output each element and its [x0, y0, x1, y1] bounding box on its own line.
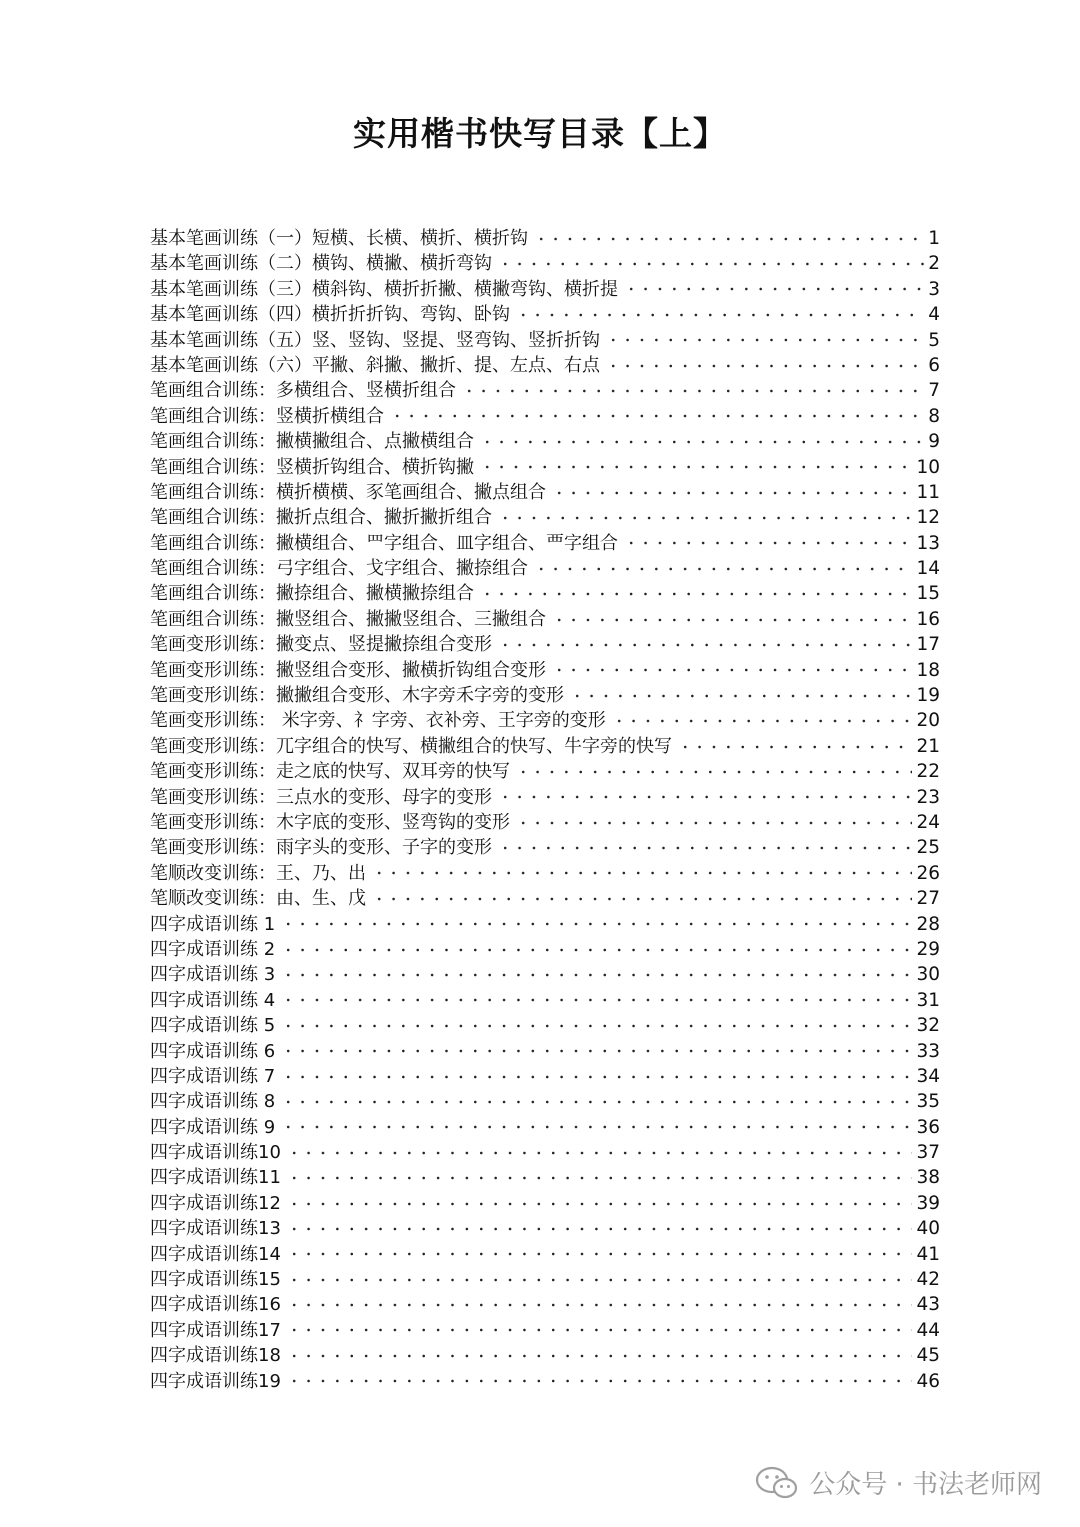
toc-dot-leader — [480, 462, 912, 472]
toc-entry-label: 笔画变形训练：走之底的快写、双耳旁的快写 — [150, 761, 510, 783]
toc-entry-page-number: 11 — [916, 481, 940, 503]
toc-entry-page-number: 21 — [916, 735, 940, 757]
toc-entry-label: 笔画组合训练：竖横折钩组合、横折钩撇 — [150, 456, 474, 478]
toc-entry-page-number: 34 — [916, 1065, 940, 1087]
toc-entry-label: 四字成语训练 3 — [150, 964, 276, 986]
toc-entry — [150, 937, 940, 962]
toc-entry-label: 四字成语训练16 — [150, 1294, 281, 1316]
toc-entry — [150, 683, 940, 708]
toc-entry — [150, 1292, 940, 1317]
toc-entry-page-number: 28 — [916, 913, 940, 935]
toc-dot-leader — [281, 919, 912, 929]
toc-dot-leader — [390, 411, 924, 421]
toc-entry — [150, 708, 940, 733]
toc-entry-page-number: 44 — [916, 1319, 940, 1341]
toc-entry-page-number: 31 — [916, 989, 940, 1011]
toc-dot-leader — [281, 1072, 912, 1082]
toc-entry-page-number: 33 — [916, 1040, 940, 1062]
toc-dot-leader — [498, 259, 924, 269]
toc-entry-label: 笔画变形训练：三点水的变形、母字的变形 — [150, 786, 492, 808]
toc-dot-leader — [287, 1199, 913, 1209]
watermark-text: 公众号 · 书法老师网 — [809, 1470, 1042, 1500]
toc-dot-leader — [287, 1275, 913, 1285]
toc-entry-label: 笔画组合训练：撇捺组合、撇横撇捺组合 — [150, 583, 474, 605]
toc-entry-label: 基本笔画训练（一）短横、长横、横折、横折钩 — [150, 228, 528, 249]
toc-entry — [150, 658, 940, 683]
toc-entry — [150, 1318, 940, 1343]
toc-entry-page-number: 45 — [916, 1345, 940, 1367]
toc-entry-label: 基本笔画训练（四）横折折折钩、弯钩、卧钩 — [150, 304, 510, 326]
toc-entry-page-number: 43 — [916, 1294, 940, 1316]
toc-entry-label: 笔画变形训练：撇变点、竖提撇捺组合变形 — [150, 634, 492, 656]
toc-dot-leader — [287, 1376, 913, 1386]
toc-entry-label: 四字成语训练17 — [150, 1319, 281, 1341]
toc-entry — [150, 1039, 940, 1064]
toc-entry-page-number: 37 — [916, 1142, 940, 1164]
toc-entry-page-number: 5 — [928, 329, 940, 351]
toc-dot-leader — [516, 310, 924, 320]
toc-dot-leader — [287, 1173, 913, 1183]
toc-entry-page-number: 19 — [916, 685, 940, 707]
toc-entry-page-number: 17 — [916, 634, 940, 656]
toc-dot-leader — [624, 284, 924, 294]
wechat-icon — [755, 1465, 799, 1501]
toc-dot-leader — [570, 691, 912, 701]
toc-entry-page-number: 27 — [916, 888, 940, 910]
toc-entry-label: 基本笔画训练（六）平撇、斜撇、撇折、提、左点、右点 — [150, 354, 600, 376]
watermark — [755, 1464, 1042, 1501]
toc-dot-leader — [606, 361, 924, 371]
toc-entry-page-number: 36 — [916, 1116, 940, 1138]
toc-entry — [150, 251, 940, 276]
toc-entry-page-number: 13 — [916, 532, 940, 554]
toc-entry-page-number: 8 — [928, 405, 940, 427]
toc-dot-leader — [372, 894, 912, 904]
toc-entry-label: 笔顺改变训练：王、乃、出 — [150, 862, 366, 884]
toc-dot-leader — [281, 945, 912, 955]
toc-entry-page-number: 25 — [916, 837, 940, 859]
toc-dot-leader — [462, 386, 924, 396]
toc-entry — [150, 1242, 940, 1267]
toc-entry-label: 笔画变形训练：撇撇组合变形、木字旁禾字旁的变形 — [150, 685, 564, 707]
toc-entry — [150, 1140, 940, 1165]
toc-entry-label: 四字成语训练18 — [150, 1345, 281, 1367]
toc-dot-leader — [516, 818, 912, 828]
toc-entry — [150, 1064, 940, 1089]
toc-entry — [150, 429, 940, 454]
toc-entry — [150, 1216, 940, 1241]
toc-entry — [150, 226, 940, 251]
toc-dot-leader — [498, 843, 912, 853]
toc-entry-label: 四字成语训练 6 — [150, 1040, 276, 1062]
toc-entry-label: 四字成语训练 9 — [150, 1116, 276, 1138]
toc-entry-page-number: 35 — [916, 1091, 940, 1113]
toc-dot-leader — [624, 538, 912, 548]
toc-entry-label: 四字成语训练 8 — [150, 1091, 276, 1113]
toc-entry-label: 笔画组合训练：横折横横、豕笔画组合、撇点组合 — [150, 481, 546, 503]
toc-dot-leader — [281, 995, 912, 1005]
toc-entry-label: 四字成语训练 7 — [150, 1065, 276, 1087]
toc-entry-page-number: 46 — [916, 1370, 940, 1392]
toc-dot-leader — [281, 1097, 912, 1107]
toc-entry — [150, 455, 940, 480]
toc-entry-page-number: 10 — [916, 456, 940, 478]
toc-entry-page-number: 15 — [916, 583, 940, 605]
toc-entry — [150, 328, 940, 353]
toc-dot-leader — [498, 792, 912, 802]
toc-entry-label: 四字成语训练 2 — [150, 938, 276, 960]
toc-dot-leader — [480, 589, 912, 599]
toc-entry-page-number: 26 — [916, 862, 940, 884]
toc-entry — [150, 962, 940, 987]
toc-entry-label: 基本笔画训练（五）竖、竖钩、竖提、竖弯钩、竖折折钩 — [150, 329, 600, 351]
toc-entry-page-number: 18 — [916, 659, 940, 681]
toc-entry — [150, 861, 940, 886]
toc-dot-leader — [287, 1249, 913, 1259]
toc-entry — [150, 302, 940, 327]
toc-entry-label: 基本笔画训练（三）横斜钩、横折折撇、横撇弯钩、横折提 — [150, 278, 618, 300]
toc-dot-leader — [281, 1122, 912, 1132]
toc-entry — [150, 886, 940, 911]
toc-entry-page-number: 22 — [916, 761, 940, 783]
toc-entry-label: 笔画变形训练：雨字头的变形、子字的变形 — [150, 837, 492, 859]
toc-entry — [150, 581, 940, 606]
toc-entry-page-number: 38 — [916, 1167, 940, 1189]
toc-entry — [150, 1115, 940, 1140]
toc-entry — [150, 505, 940, 530]
toc-entry-label: 四字成语训练13 — [150, 1218, 281, 1240]
toc-dot-leader — [281, 970, 912, 980]
toc-entry-page-number: 2 — [928, 253, 940, 275]
toc-entry-label: 笔画变形训练： 米字旁、礻字旁、衣补旁、王字旁的变形 — [150, 710, 606, 732]
toc-dot-leader — [516, 767, 912, 777]
toc-entry-page-number: 32 — [916, 1015, 940, 1037]
toc-entry — [150, 404, 940, 429]
toc-entry — [150, 734, 940, 759]
toc-entry — [150, 988, 940, 1013]
toc-entry-label: 笔画组合训练：弓字组合、戈字组合、撇捺组合 — [150, 558, 528, 580]
toc-entry-page-number: 9 — [928, 431, 940, 453]
toc-entry — [150, 1165, 940, 1190]
toc-entry — [150, 531, 940, 556]
toc-entry-label: 笔画组合训练：竖横折横组合 — [150, 405, 384, 427]
toc-entry-page-number: 41 — [916, 1243, 940, 1265]
toc-entry-page-number: 30 — [916, 964, 940, 986]
toc-entry — [150, 810, 940, 835]
toc-entry-label: 四字成语训练12 — [150, 1192, 281, 1214]
toc-entry-label: 笔画组合训练：多横组合、竖横折组合 — [150, 380, 456, 402]
toc-entry — [150, 277, 940, 302]
toc-entry-page-number: 6 — [928, 354, 940, 376]
toc-entry-page-number: 29 — [916, 938, 940, 960]
toc-entry-page-number: 3 — [928, 278, 940, 300]
toc-entry-label: 四字成语训练 1 — [150, 913, 276, 935]
toc-dot-leader — [534, 564, 912, 574]
toc-dot-leader — [552, 488, 912, 498]
toc-entry — [150, 480, 940, 505]
toc-entry — [150, 1343, 940, 1368]
toc-dot-leader — [372, 868, 912, 878]
toc-entry-label: 四字成语训练14 — [150, 1243, 281, 1265]
toc-entry-label: 笔顺改变训练：由、生、戊 — [150, 888, 366, 910]
toc-entry-page-number: 16 — [916, 608, 940, 630]
toc-entry-page-number: 14 — [916, 558, 940, 580]
toc-entry — [150, 378, 940, 403]
toc-dot-leader — [534, 234, 924, 244]
toc-entry-page-number: 4 — [928, 304, 940, 326]
toc-dot-leader — [281, 1046, 912, 1056]
toc-entry — [150, 1191, 940, 1216]
toc-entry-label: 四字成语训练 5 — [150, 1015, 276, 1037]
toc-entry — [150, 556, 940, 581]
toc-dot-leader — [606, 335, 924, 345]
toc-dot-leader — [552, 615, 912, 625]
toc-entry — [150, 785, 940, 810]
toc-entry-page-number: 1 — [928, 228, 940, 249]
toc-dot-leader — [287, 1148, 913, 1158]
toc-entry-label: 四字成语训练 4 — [150, 989, 276, 1011]
toc-entry-label: 笔画组合训练：撇横撇组合、点撇横组合 — [150, 431, 474, 453]
toc-dot-leader — [287, 1351, 913, 1361]
toc-entry-label: 笔画组合训练：撇竖组合、撇撇竖组合、三撇组合 — [150, 608, 546, 630]
toc-entry-label: 四字成语训练11 — [150, 1167, 281, 1189]
toc-entry — [150, 1013, 940, 1038]
toc-entry — [150, 1369, 940, 1394]
toc-entry-label: 四字成语训练10 — [150, 1142, 281, 1164]
toc-entry-page-number: 20 — [916, 710, 940, 732]
toc-dot-leader — [498, 640, 912, 650]
toc-entry-page-number: 39 — [916, 1192, 940, 1214]
toc-dot-leader — [612, 716, 913, 726]
page-title: 实用楷书快写目录【上】 — [353, 114, 727, 153]
toc-entry-label: 四字成语训练15 — [150, 1269, 281, 1291]
toc-entry-page-number: 7 — [928, 380, 940, 402]
toc-entry-label: 笔画变形训练：木字底的变形、竖弯钩的变形 — [150, 811, 510, 833]
toc-dot-leader — [281, 1021, 912, 1031]
toc-entry-page-number: 12 — [916, 507, 940, 529]
toc-dot-leader — [287, 1300, 913, 1310]
toc-entry-label: 四字成语训练19 — [150, 1370, 281, 1392]
toc-entry — [150, 607, 940, 632]
toc-dot-leader — [678, 742, 912, 752]
toc-dot-leader — [498, 513, 912, 523]
toc-entry — [150, 835, 940, 860]
toc-entry — [150, 759, 940, 784]
toc-entry — [150, 1089, 940, 1114]
toc-dot-leader — [480, 437, 924, 447]
toc-entry — [150, 353, 940, 378]
toc-entry — [150, 1267, 940, 1292]
toc-entry-label: 笔画变形训练：兀字组合的快写、横撇组合的快写、牛字旁的快写 — [150, 735, 672, 757]
toc-entry — [150, 632, 940, 657]
toc-entry — [150, 912, 940, 937]
toc-entry-label: 笔画变形训练：撇竖组合变形、撇横折钩组合变形 — [150, 659, 546, 681]
toc-entry-page-number: 24 — [916, 811, 940, 833]
toc-entry-page-number: 42 — [916, 1269, 940, 1291]
toc-dot-leader — [287, 1325, 913, 1335]
toc-dot-leader — [287, 1224, 913, 1234]
toc-entry-label: 笔画组合训练：撇折点组合、撇折撇折组合 — [150, 507, 492, 529]
toc-entry-page-number: 40 — [916, 1218, 940, 1240]
toc-entry-page-number: 23 — [916, 786, 940, 808]
table-of-contents — [150, 226, 940, 1394]
toc-entry-label: 基本笔画训练（二）横钩、横撇、横折弯钩 — [150, 253, 492, 275]
toc-dot-leader — [552, 665, 912, 675]
toc-entry-label: 笔画组合训练：撇横组合、罒字组合、皿字组合、覀字组合 — [150, 532, 618, 554]
